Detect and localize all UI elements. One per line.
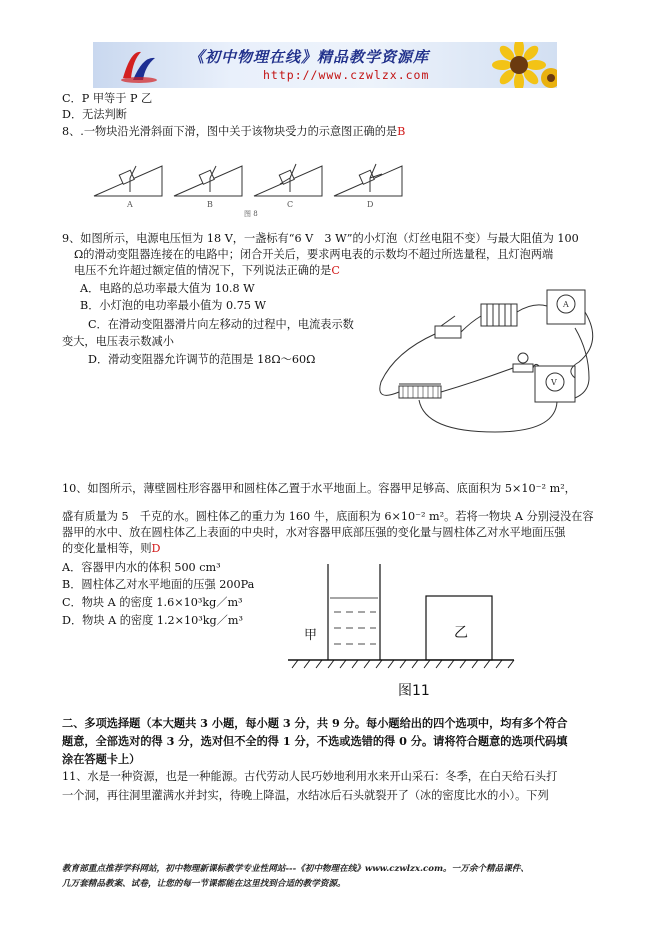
q8-fig-label: 图 8 [244,210,258,218]
svg-text:A: A [563,300,569,309]
q9-circuit-figure [375,282,605,438]
sunflower-icon [479,42,557,88]
q9-option-c-1: C．在滑动变阻器滑片向左移动的过程中，电流表示数 [88,318,354,331]
q9-line2: Ω的滑动变阻器连接在的电路中；闭合开关后，要求两电表的示数均不超过所选量程，且灯泡两端 [74,248,554,261]
banner-url[interactable]: http://www.czwlzx.com [263,68,430,82]
label-yi: 乙 [454,625,468,641]
q10-line4-text: 的变化量相等，则 [62,542,152,555]
q9-line1: 9、如图所示，电源电压恒为 18 V，一盏标有“6 V 3 W”的小灯泡（灯丝电阻不变）与最大阻值为 100 [62,232,579,245]
svg-text:V: V [551,378,557,387]
q10-option-b: B．圆柱体乙对水平地面的压强 200Pa [62,578,255,591]
header-banner [93,42,557,88]
q10-line1: 10、如图所示，薄壁圆柱形容器甲和圆柱体乙置于水平地面上。容器甲足够高、底面积为 5×10⁻² m²， [62,482,576,495]
q9-line3 [74,264,340,279]
q9-answer: C [331,264,340,277]
rheostat-icon [399,386,441,398]
site-logo-icon [117,46,161,84]
q9-option-b: B．小灯泡的电功率最小值为 0.75 W [80,299,266,312]
section2-line3: 涂在答题卡上） [62,752,141,766]
q8-answer: B [397,125,406,138]
label-jia: 甲 [304,628,318,643]
q9-option-a: A．电路的总功率最大值为 10.8 W [80,282,255,295]
q10-figure [284,560,524,678]
q11-line1: 11、水是一种资源，也是一种能源。古代劳动人民巧妙地利用水来开山采石：冬季，在白天给石头打 [62,770,558,783]
q10-option-c: C．物块 A 的密度 1.6×10³kg／m³ [62,596,243,609]
q10-fig-label: 图11 [398,683,430,699]
q8-stem-text: 8、.一物块沿光滑斜面下滑，图中关于该物块受力的示意图正确的是 [62,125,398,138]
q8-label-b: B [207,200,213,209]
section2-line1: 二、多项选择题（本大题共 3 小题，每小题 3 分，共 9 分。每小题给出的四个选项中，均有多个符合 [62,716,568,730]
section2-line2: 题意，全部选对的得 3 分，选对但不全的得 1 分，不选或选错的得 0 分。请将符合题意的选项代码填 [62,734,568,748]
q7-option-d: D．无法判断 [62,108,127,121]
q8-stem [62,125,405,140]
q10-line3: 器甲的水中、放在圆柱体乙上表面的中央时，水对容器甲底部压强的变化量与圆柱体乙对水平地面压强 [62,526,566,539]
banner-title: 《初中物理在线》精品教学资源库 [189,48,430,66]
q7-option-c: C．P 甲等于 P 乙 [62,92,153,105]
q8-label-a: A [127,200,133,209]
switch-icon [435,326,461,338]
q10-line2: 盛有质量为 5 千克的水。圆柱体乙的重力为 160 牛，底面积为 6×10⁻² m²。若将一物块 A 分别浸没在容 [62,510,594,523]
q10-answer: D [151,542,161,555]
q10-option-a: A．容器甲内水的体积 500 cm³ [62,561,221,574]
q8-label-d: D [367,200,374,209]
q9-line3-text: 电压不允许超过额定值的情况下，下列说法正确的是 [74,264,332,277]
q10-option-d: D．物块 A 的密度 1.2×10³kg／m³ [62,614,243,627]
q9-option-d: D．滑动变阻器允许调节的范围是 18Ω～60Ω [88,353,316,366]
footer-line2: 几万套精品教案、试卷，让您的每一节课都能在这里找到合适的教学资源。 [62,879,346,889]
q9-option-c-2: 变大，电压表示数减小 [62,335,174,348]
bulb-icon [518,353,528,363]
q8-label-c: C [287,200,294,209]
q10-line4 [62,542,161,557]
footer-line1: 教育部重点推荐学科网站，初中物理新课标教学专业性网站---《初中物理在线》www.czwlzx.com。一万余个精品课件、 [62,864,529,874]
q11-line2: 一个洞，再往洞里灌满水并封实，待晚上降温，水结冰后石头就裂开了（冰的密度比水的小）。下列 [62,789,549,802]
